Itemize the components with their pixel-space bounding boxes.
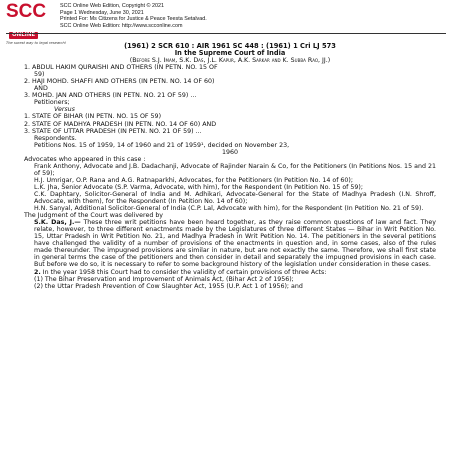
logo-tagline: The surest way to legal research! [6,41,67,45]
versus: Versus [54,106,75,114]
header-printed-for: Printed For: Ms Citizens for Justice & Peace Teesta Setalvad. [60,16,207,23]
advocate-entry: Frank Anthony, Advocate and J.B. Dadachanji, Advocate of Rajinder Narain & Co, for the Petitioners (In Petitions Nos. 15 and 21 of 59); [34,162,436,177]
header-page-date: Page 1 Wednesday, June 30, 2021 [60,9,144,16]
respondent-line: 3. STATE OF UTTAR PRADESH (IN PETN. NO. 21 OF 59) ... [24,127,202,135]
respondent-line: 2. STATE OF MADHYA PRADESH (IN PETN. NO. 14 OF 60) AND [24,120,217,128]
bench: (Before S.J. Imam, S.K. Das, J.L. Kapur, A.K. Sarkar and K. Subba Rao, JJ.) [129,57,331,65]
paragraph-number: 2. [34,268,41,276]
petitioner-line: 2. HAJI MOHD. SHAFFI AND OTHERS (IN PETN. NO. 14 OF 60) [24,78,215,86]
act-item: (1) The Bihar Preservation and Improvement of Animals Act, (Bihar Act 2 of 1956); [34,275,294,283]
court-name: In the Supreme Court of India [174,49,286,58]
petitioner-line: 59) [34,71,45,79]
petitioner-line: AND [34,85,48,93]
advocate-entry: C.K. Daphtary, Solicitor-General of India and M. Adhikari, Advocate-General for the State of Madhya Pradesh (I.N. Shroff, Advocate, with them), for the Respondent (In Petition No. 14 of 60); [34,190,436,206]
judgment-document [24,43,436,290]
paragraph-1-text: These three writ petitions have been heard together, as they raise common questions of law and fact. They relate, however, to three different enactments made by the Legislatures of three different States — Bihar in Writ Petition No. 15, Uttar Pradesh in Writ Petition No. 21, and Madhya Pradesh in Writ Petition No. 14. The petitioners in the several petitions have challenged the validity of a number of provisions of the enactments in question and, in some cases, also of the rules made thereunder. The impugned provisions are similar in nature, but are not exactly the same. Therefore, we shall first state in general terms the case of the petitioners and then consider in detail and separately the impugned provisions in each case. But before we do so, it is necessary to refer to some background history of the legislation under consideration in these cases. [34,219,437,269]
petitioner-line: 1. ABDUL HAKIM QURAISHI AND OTHERS (IN PETN. NO. 15 OF [24,64,218,72]
paragraph-1 [24,219,436,268]
judgment-delivered-by: The Judgment of the Court was delivered by [24,212,164,220]
header-divider [6,33,446,34]
print-header [60,3,207,29]
citation: (1961) 2 SCR 610 : AIR 1961 SC 448 : (1961) 1 Cri LJ 573 [124,42,336,50]
paragraph-2-text: In the year 1958 this Court had to consider the validity of certain provisions of three Acts: [40,268,327,276]
advocate-entry: H.J. Umrigar, O.P. Rana and A.G. Ratnaparkhi, Advocates, for the Petitioners (In Petition No. 14 of 60); [34,176,354,184]
scc-online-logo [6,1,67,45]
respondent-line: 1. STATE OF BIHAR (IN PETN. NO. 15 OF 59) [24,113,162,121]
petitions-decided: Petitions Nos. 15 of 1959, 14 of 1960 and 21 of 1959¹, decided on November 23, [34,141,290,149]
advocate-entry: H.N. Sanyal, Additional Solicitor-General of India (C.P. Lal, Advocate with him), for the Respondent (In Petition No. 21 of 59). [34,205,424,213]
respondent-line: Respondents. [34,134,77,142]
petitions-year: 1960 [221,148,239,156]
paragraph-2 [24,269,436,276]
header-site-link[interactable]: SCC Online Web Edition: http://www.scconline.com [60,22,183,29]
advocate-entry: L.K. Jha, Senior Advocate (S.P. Varma, Advocate, with him), for the Respondent (In Petition No. 15 of 59); [34,183,363,191]
logo-online-badge: ONLINE [9,32,38,39]
act-item: (2) the Uttar Pradesh Prevention of Cow Slaughter Act, 1955 (U.P. Act 1 of 1956); and [34,282,303,290]
petitioner-line: Petitioners; [34,99,70,107]
advocates-heading: Advocates who appeared in this case : [24,155,146,163]
judge-name: S.K. Das, J.— [34,219,81,227]
header-copyright: SCC Online Web Edition, Copyright © 2021 [60,3,164,9]
petitioner-line: 3. MOHD. JAN AND OTHERS (IN PETN. NO. 21 OF 59) ... [24,92,197,100]
logo-brand: SCC [6,1,47,22]
